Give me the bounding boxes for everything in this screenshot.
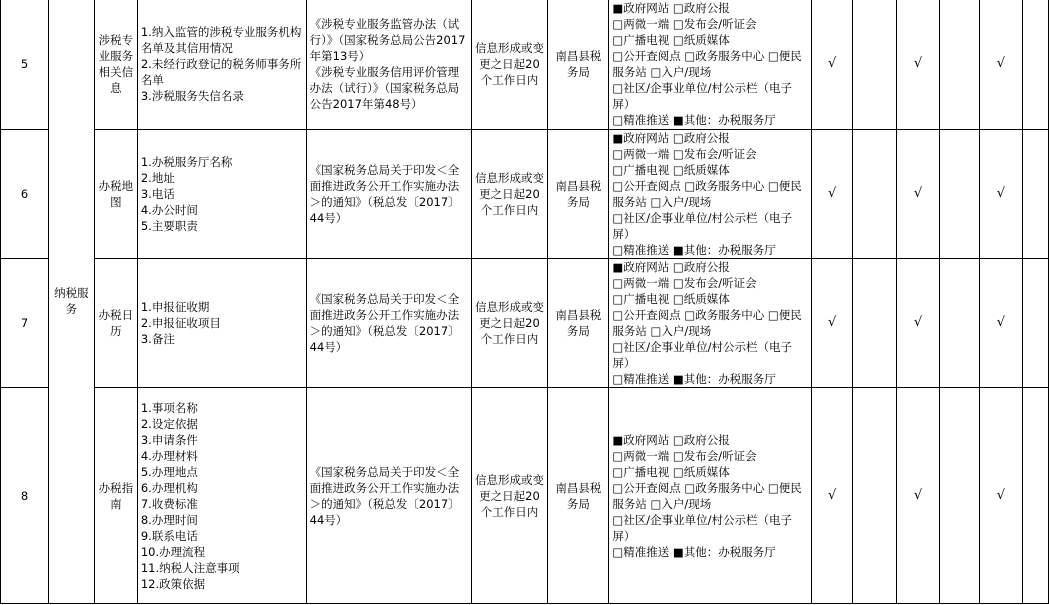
- tick-mark: √: [812, 0, 853, 130]
- basis-cell: 《国家税务总局关于印发＜全面推进政务公开工作实施办法＞的通知》（税总发〔2017〕44号）: [306, 130, 471, 259]
- unit-cell: 南昌县税务局: [548, 130, 609, 259]
- table-row: [1, 130, 1049, 259]
- basis-cell: 《涉税专业服务监管办法（试行）》（国家税务总局公告2017年第13号） 《涉税专业服务信用评价管理办法（试行）》（国家税务总局公告2017年第48号）: [306, 0, 471, 130]
- unit-cell: 南昌县税务局: [548, 259, 609, 388]
- tick-mark: √: [897, 0, 940, 130]
- tick-mark: √: [897, 130, 940, 259]
- tick-mark: √: [897, 259, 940, 388]
- row-number: 7: [1, 259, 49, 388]
- basis-cell: 《国家税务总局关于印发＜全面推进政务公开工作实施办法＞的通知》（税总发〔2017〕44号）: [306, 388, 471, 604]
- tick-mark: √: [812, 130, 853, 259]
- unit-cell: 南昌县税务局: [548, 388, 609, 604]
- item-name: 办税日历: [94, 259, 137, 388]
- content-cell: 1.办税服务厅名称 2.地址 3.电话 4.办公时间 5.主要职责: [137, 130, 306, 259]
- tick-mark: √: [979, 0, 1022, 130]
- content-cell: 1.事项名称 2.设定依据 3.申请条件 4.办理材料 5.办理地点 6.办理机构 7.收费标准 8.办理时间 9.联系电话 10.办理流程 11.纳税人注意事项 12.政策依据: [137, 388, 306, 604]
- item-name: 涉税专业服务相关信息: [94, 0, 137, 130]
- item-name: 办税地图: [94, 130, 137, 259]
- content-cell: 1.申报征收期 2.申报征收项目 3.备注: [137, 259, 306, 388]
- category-cell: 纳税服务: [48, 0, 94, 604]
- channels-cell: ■政府网站 □政府公报 □两微一端 □发布会/听证会 □广播电视 □纸质媒体 □公开查阅点 □政务服务中心 □便民服务站 □入户/现场 □社区/企事业单位/村公示栏（电子屏） □精准推送 ■其他：办税服务厅: [609, 388, 812, 604]
- tick-mark: √: [979, 130, 1022, 259]
- item-name: 办税指南: [94, 388, 137, 604]
- channels-cell: ■政府网站 □政府公报 □两微一端 □发布会/听证会 □广播电视 □纸质媒体 □公开查阅点 □政务服务中心 □便民服务站 □入户/现场 □社区/企事业单位/村公示栏（电子屏） □精准推送 ■其他：办税服务厅: [609, 0, 812, 130]
- tick-mark: √: [979, 259, 1022, 388]
- time-limit-cell: 信息形成或变更之日起20个工作日内: [471, 388, 548, 604]
- channels-cell: ■政府网站 □政府公报 □两微一端 □发布会/听证会 □广播电视 □纸质媒体 □公开查阅点 □政务服务中心 □便民服务站 □入户/现场 □社区/企事业单位/村公示栏（电子屏） □精准推送 ■其他：办税服务厅: [609, 259, 812, 388]
- tick-mark: √: [897, 388, 940, 604]
- table-row: [1, 0, 1049, 130]
- content-cell: 1.纳入监管的涉税专业服务机构名单及其信用情况 2.未经行政登记的税务师事务所名单 3.涉税服务失信名录: [137, 0, 306, 130]
- table-row: [1, 259, 1049, 388]
- channels-cell: ■政府网站 □政府公报 □两微一端 □发布会/听证会 □广播电视 □纸质媒体 □公开查阅点 □政务服务中心 □便民服务站 □入户/现场 □社区/企事业单位/村公示栏（电子屏） □精准推送 ■其他：办税服务厅: [609, 130, 812, 259]
- basis-cell: 《国家税务总局关于印发＜全面推进政务公开工作实施办法＞的通知》（税总发〔2017〕44号）: [306, 259, 471, 388]
- time-limit-cell: 信息形成或变更之日起20个工作日内: [471, 130, 548, 259]
- row-number: 6: [1, 130, 49, 259]
- row-number: 5: [1, 0, 49, 130]
- table-row: [1, 388, 1049, 604]
- unit-cell: 南昌县税务局: [548, 0, 609, 130]
- time-limit-cell: 信息形成或变更之日起20个工作日内: [471, 259, 548, 388]
- time-limit-cell: 信息形成或变更之日起20个工作日内: [471, 0, 548, 130]
- row-number: 8: [1, 388, 49, 604]
- tick-mark: √: [979, 388, 1022, 604]
- tick-mark: √: [812, 259, 853, 388]
- tick-mark: √: [812, 388, 853, 604]
